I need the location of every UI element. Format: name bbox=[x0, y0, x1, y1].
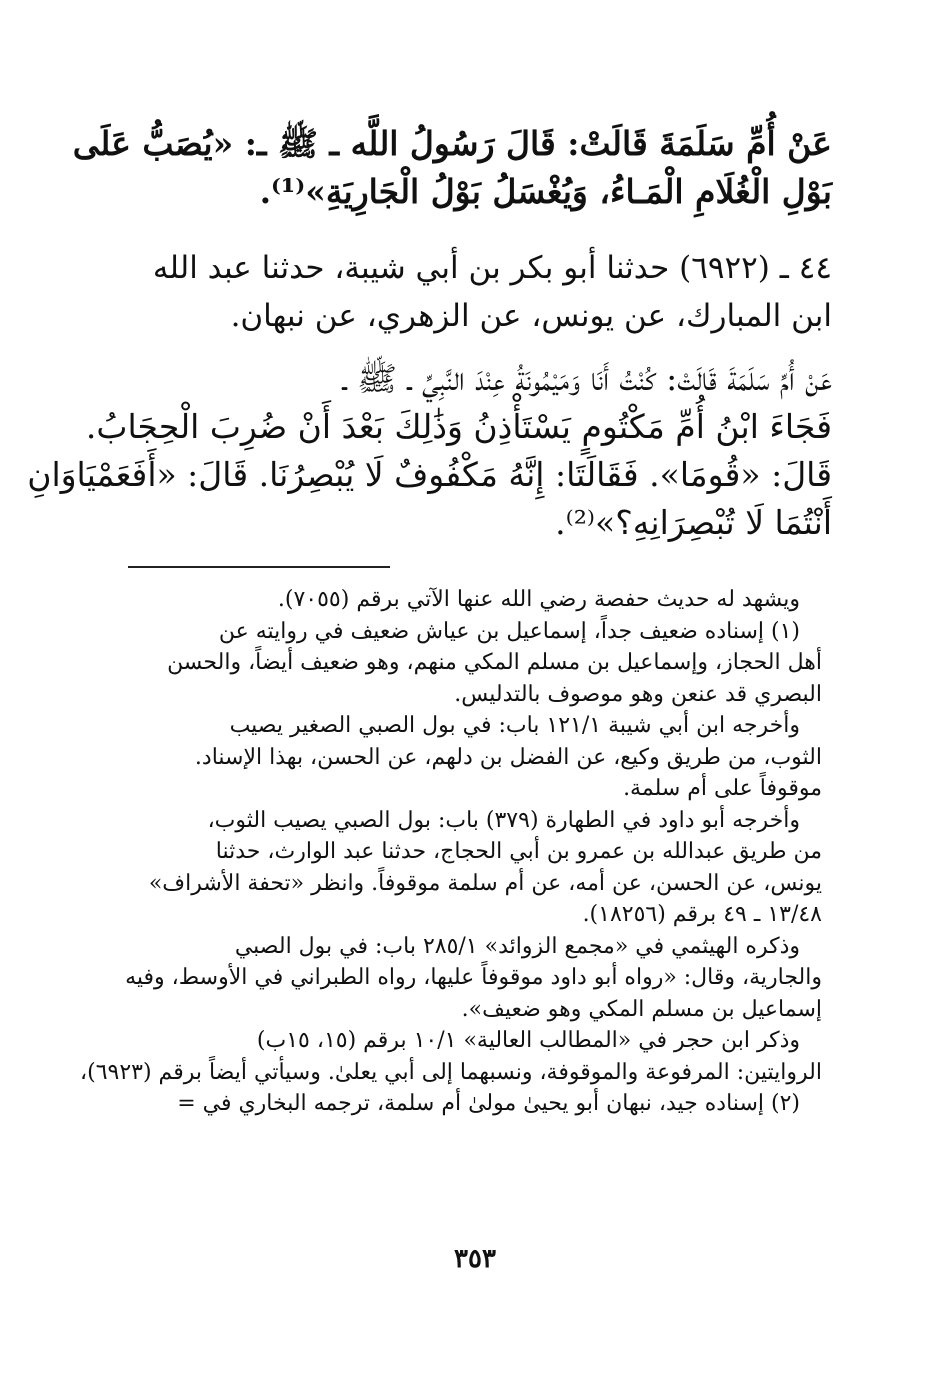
hadith-line: عَنْ أُمِّ سَلَمَةَ قَالَتْ: قَالَ رَسُولُ اللَّه ـ ﷺ ـ: «يُصَبُّ عَلَى bbox=[72, 124, 832, 163]
footnote-line: إسماعيل بن مسلم المكي وهو ضعيف». bbox=[461, 996, 822, 1022]
footnote-line: البصري قد عنعن وهو موصوف بالتدليس. bbox=[454, 681, 822, 707]
footnote-separator bbox=[128, 566, 390, 568]
footnote-line: ويشهد له حديث حفصة رضي الله عنها الآتي برقم (٧٠٥٥). bbox=[277, 587, 800, 612]
footnote-line: وأخرجه أبو داود في الطهارة (٣٧٩) باب: بول الصبي يصيب الثوب، bbox=[207, 807, 800, 833]
footnotes bbox=[80, 584, 822, 1120]
footnote-line: وذكر ابن حجر في «المطالب العالية» ١٠/١ برقم (١٥، ١٥ب) bbox=[256, 1028, 800, 1053]
hadith-line: عَنْ أُمِّ سَلَمَةَ قَالَتْ: كُنْتُ أَنَا وَمَيْمُونَةُ عِنْدَ النَّبِيِّ ـ ﷺ ـ bbox=[342, 359, 832, 398]
footnote-line: موقوفاً على أم سلمة. bbox=[623, 776, 822, 801]
footnote-line: الثوب، من طريق وكيع، عن الفضل بن دلهم، عن الحسن، بهذا الإسناد. bbox=[194, 744, 822, 770]
hadith-line: أَنْتُمَا لَا تُبْصِرَانِهِ؟»⁽²⁾. bbox=[555, 503, 832, 542]
footnote-line: من طريق عبدالله بن عمرو بن أبي الحجاج، حدثنا عبد الوارث، حدثنا bbox=[215, 839, 822, 864]
footnote-line: الروايتين: المرفوعة والموقوفة، ونسبهما إلى أبي يعلىٰ. وسيأتي أيضاً برقم (٦٩٢٣)، bbox=[80, 1059, 822, 1085]
footnote-line: وذكره الهيثمي في «مجمع الزوائد» ٢٨٥/١ باب: في بول الصبي bbox=[234, 933, 800, 959]
footnote-line: (١) إسناده ضعيف جداً، إسماعيل بن عياش ضعيف في روايته عن bbox=[218, 618, 800, 644]
footnote-line: (٢) إسناده جيد، نبهان أبو يحيىٰ مولىٰ أم سلمة، ترجمه البخاري في = bbox=[177, 1091, 800, 1116]
hadith-line: قَالَ: «قُومَا». فَقَالَتَا: إِنَّهُ مَكْفُوفٌ لَا يُبْصِرُنَا. قَالَ: «أَفَعَمْيَاوَانِ bbox=[27, 455, 832, 494]
chain-line: ابن المبارك، عن يونس، عن الزهري، عن نبهان. bbox=[230, 298, 832, 334]
hadith-line: فَجَاءَ ابْنُ أُمِّ مَكْتُومٍ يَسْتَأْذِنُ وَذَٰلِكَ بَعْدَ أَنْ ضُرِبَ الْحِجَابُ. bbox=[85, 407, 832, 446]
footnote-line: وأخرجه ابن أبي شيبة ١٢١/١ باب: في بول الصبي الصغير يصيب bbox=[229, 713, 800, 738]
hadith-line: بَوْلِ الْغُلَامِ الْمَـاءُ، وَيُغْسَلُ بَوْلُ الْجَارِيَةِ»⁽¹⁾. bbox=[259, 172, 832, 211]
page-number: ٣٥٣ bbox=[454, 1244, 496, 1274]
footnote-line: والجارية، وقال: «رواه أبو داود موقوفاً عليها، رواه الطبراني في الأوسط، وفيه bbox=[125, 965, 822, 990]
hadith-chain bbox=[128, 244, 832, 340]
footnote-line: أهل الحجاز، وإسماعيل بن مسلم المكي منهم، وهو ضعيف أيضاً، والحسن bbox=[167, 650, 822, 675]
hadith-continuation bbox=[72, 120, 832, 216]
hadith-text bbox=[27, 355, 832, 547]
chain-line: ٤٤ ـ (٦٩٢٢) حدثنا أبو بكر بن أبي شيبة، حدثنا عبد الله bbox=[152, 250, 832, 286]
footnote-line: ١٣/٤٨ ـ ٤٩ برقم (١٨٢٥٦). bbox=[582, 902, 822, 927]
footnote-line: يونس، عن الحسن، عن أمه، عن أم سلمة موقوفاً. وانظر «تحفة الأشراف» bbox=[148, 870, 822, 896]
